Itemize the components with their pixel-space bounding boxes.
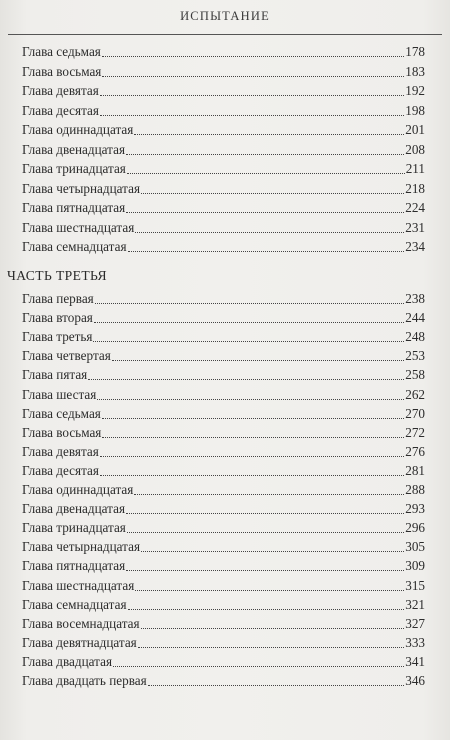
chapter-title: Глава четырнадцатая <box>22 180 141 196</box>
page-number: 272 <box>405 424 425 440</box>
chapter-title: Глава пятнадцатая <box>22 200 126 215</box>
dot-leader <box>128 608 405 610</box>
page-number: 296 <box>405 520 425 536</box>
toc-entry <box>22 672 425 690</box>
chapter-title: Глава двенадцатая <box>22 141 126 157</box>
dot-leader <box>100 455 404 457</box>
chapter-title: Глава тринадцатая <box>22 161 126 176</box>
toc-entry <box>22 500 425 518</box>
page-number: 218 <box>405 180 425 196</box>
page-number: 262 <box>405 386 425 402</box>
chapter-title: Глава двенадцатая <box>22 501 126 517</box>
chapter-title: Глава пятая <box>22 367 88 383</box>
dot-leader <box>134 133 404 135</box>
dot-leader <box>100 94 404 96</box>
chapter-title: Глава девятая <box>22 83 99 98</box>
page-number: 211 <box>405 161 425 176</box>
chapter-title: Глава четырнадцатая <box>22 539 141 555</box>
toc-entry <box>22 386 425 404</box>
toc-entry <box>22 290 425 308</box>
chapter-title: Глава одиннадцатая <box>22 482 134 497</box>
chapter-title: Глава десятая <box>22 462 99 478</box>
dot-leader <box>88 378 404 380</box>
chapter-title: Глава двадцать первая <box>22 673 147 688</box>
dot-leader <box>126 211 404 213</box>
dot-leader <box>141 192 404 194</box>
toc-entry <box>22 328 425 346</box>
chapter-title: Глава одиннадцатая <box>22 122 134 137</box>
page-number: 198 <box>405 102 425 118</box>
chapter-title: Глава восьмая <box>22 424 102 440</box>
running-header: ИСПЫТАНИЕ <box>180 9 270 23</box>
page-number: 208 <box>405 141 425 157</box>
dot-leader <box>127 172 405 174</box>
page-number: 192 <box>405 83 425 98</box>
part-three-heading: ЧАСТЬ ТРЕТЬЯ <box>7 268 107 283</box>
page-number: 238 <box>405 291 425 306</box>
chapter-title: Глава семнадцатая <box>22 596 127 612</box>
page-number: 315 <box>405 577 425 593</box>
page-number: 341 <box>405 653 425 669</box>
chapter-title: Глава десятая <box>22 102 99 118</box>
page-number: 288 <box>405 482 425 497</box>
toc-entry <box>22 63 425 81</box>
chapter-title: Глава тринадцатая <box>22 520 126 536</box>
toc-entry <box>22 424 425 442</box>
page-number: 327 <box>405 615 425 631</box>
page-number: 270 <box>405 405 425 421</box>
dot-leader <box>102 436 404 438</box>
dot-leader <box>126 569 404 571</box>
dot-leader <box>97 398 404 400</box>
chapter-title: Глава двадцатая <box>22 653 113 669</box>
toc-entry <box>22 160 425 178</box>
dot-leader <box>100 474 404 476</box>
dot-leader <box>138 646 404 648</box>
dot-leader <box>126 512 404 514</box>
page-number: 234 <box>405 239 425 254</box>
toc-entry <box>22 199 425 217</box>
toc-entry <box>22 82 425 100</box>
page-number: 231 <box>405 219 425 235</box>
dot-leader <box>95 302 404 304</box>
chapter-title: Глава третья <box>22 329 93 345</box>
chapter-title: Глава девятнадцатая <box>22 634 137 650</box>
page-number: 309 <box>405 558 425 574</box>
dot-leader <box>112 359 404 361</box>
toc-entry <box>22 405 425 423</box>
chapter-title: Глава девятая <box>22 443 99 459</box>
chapter-title: Глава шестнадцатая <box>22 577 135 593</box>
page-number: 305 <box>405 539 425 555</box>
chapter-title: Глава седьмая <box>22 405 101 421</box>
dot-leader <box>113 665 404 667</box>
toc-entry <box>22 538 425 556</box>
page-number: 201 <box>405 122 425 137</box>
toc-entry <box>22 519 425 537</box>
dot-leader <box>127 531 404 533</box>
page-number: 224 <box>405 200 425 215</box>
toc-entry <box>22 481 425 499</box>
dot-leader <box>135 231 404 233</box>
page-number: 253 <box>405 348 425 364</box>
toc-entry <box>22 462 425 480</box>
chapter-title: Глава шестнадцатая <box>22 219 135 235</box>
header-rule <box>8 34 442 35</box>
chapter-title: Глава вторая <box>22 310 93 326</box>
dot-leader <box>100 114 404 116</box>
page-number: 258 <box>405 367 425 383</box>
page-number: 281 <box>405 462 425 478</box>
chapter-title: Глава седьмая <box>22 44 101 59</box>
page-number: 333 <box>405 634 425 650</box>
dot-leader <box>134 493 404 495</box>
chapter-title: Глава семнадцатая <box>22 239 127 254</box>
toc-entry <box>22 557 425 575</box>
page-number: 293 <box>405 501 425 517</box>
page-number: 321 <box>405 596 425 612</box>
page-number: 183 <box>405 63 425 79</box>
chapter-title: Глава первая <box>22 291 94 306</box>
dot-leader <box>94 321 404 323</box>
page-number: 178 <box>405 44 425 59</box>
toc-entry <box>22 634 425 652</box>
dot-leader <box>141 550 404 552</box>
chapter-title: Глава восьмая <box>22 63 102 79</box>
toc-entry <box>22 121 425 139</box>
dot-leader <box>148 684 405 686</box>
dot-leader <box>102 55 404 57</box>
toc-entry <box>22 577 425 595</box>
toc-entry <box>22 366 425 384</box>
dot-leader <box>135 589 404 591</box>
toc-entry <box>22 443 425 461</box>
toc-entry <box>22 347 425 365</box>
chapter-title: Глава восемнадцатая <box>22 615 140 631</box>
toc-entry <box>22 653 425 671</box>
toc-entry <box>22 102 425 120</box>
toc-entry <box>22 141 425 159</box>
dot-leader <box>128 250 405 252</box>
toc-entry <box>22 596 425 614</box>
chapter-title: Глава четвертая <box>22 348 111 364</box>
toc-entry <box>22 309 425 327</box>
toc-entry <box>22 219 425 237</box>
toc-entry <box>22 238 425 256</box>
toc-entry <box>22 615 425 633</box>
chapter-title: Глава пятнадцатая <box>22 558 126 574</box>
dot-leader <box>126 153 404 155</box>
page-number: 276 <box>405 443 425 459</box>
page-number: 346 <box>405 673 425 688</box>
toc-entry <box>22 43 425 61</box>
toc-entry <box>22 180 425 198</box>
chapter-title: Глава шестая <box>22 386 97 402</box>
dot-leader <box>141 627 405 629</box>
page-number: 244 <box>405 310 425 326</box>
dot-leader <box>102 417 404 419</box>
dot-leader <box>93 340 404 342</box>
dot-leader <box>102 75 404 77</box>
page-number: 248 <box>405 329 425 345</box>
